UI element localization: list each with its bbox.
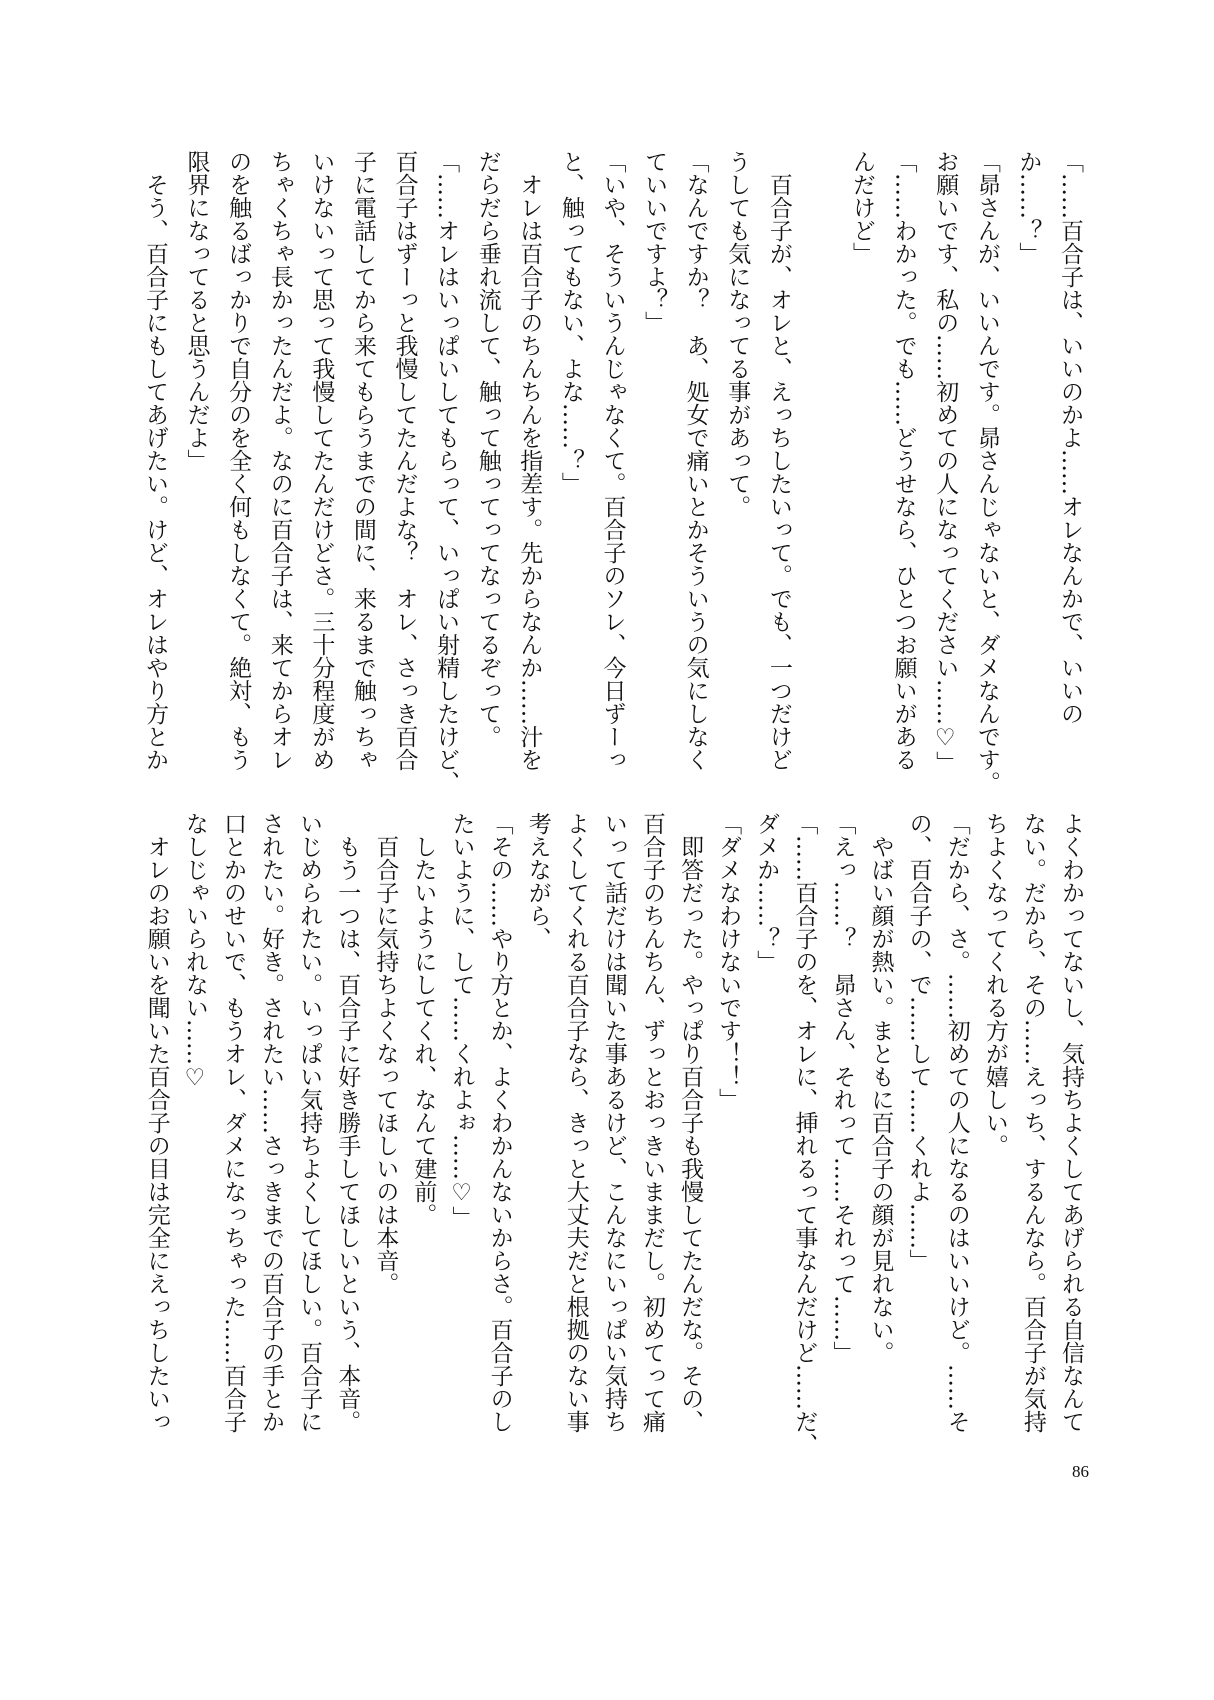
text-column: 「……わかった。でも……どうせなら、ひとつお願いがある — [890, 150, 917, 771]
text-column: の、百合子の、で……して……くれよ……」 — [905, 812, 932, 1272]
text-column: うしても気になってる事があって。 — [724, 150, 751, 518]
text-column: 百合子に気持ちよくなってほしいのは本音。 — [372, 812, 399, 1295]
text-column: お願いです、私の……初めての人になってください……♡」 — [932, 150, 959, 774]
text-column: 子に電話してから来てもらうまでの間に、来るまで触っちゃ — [349, 150, 376, 771]
text-column: んだけど」 — [849, 150, 876, 265]
text-column: 「昴さんが、いいんです。昴さんじゃないと、ダメなんです。 — [973, 150, 1000, 794]
text-column: 百合子のちんちん、ずっとおっきいままだし。初めてって痛 — [638, 812, 665, 1433]
text-column: いけないって思って我慢してたんだけどさ。三十分程度がめ — [308, 150, 335, 771]
text-column: 「えっ……？ 昴さん、それって……それって……」 — [829, 812, 856, 1364]
page-number: 86 — [1072, 1462, 1089, 1481]
text-column: よくしてくれる百合子なら、きっと大丈夫だと根拠のない事 — [562, 812, 589, 1433]
text-column: されたい。好き。されたい……さっきまでの百合子の手とか — [258, 812, 285, 1433]
text-column: 百合子が、オレと、えっちしたいって。でも、一つだけど — [765, 150, 792, 771]
text-column: 百合子はずーっと我慢してたんだよな？ オレ、さっき百合 — [391, 150, 418, 771]
text-column: したいようにしてくれ、なんて建前。 — [410, 812, 437, 1226]
text-column: 限界になってると思うんだよ」 — [183, 150, 210, 472]
text-column: 「……オレはいっぱいしてもらって、いっぱい射精したけど、 — [433, 150, 460, 794]
text-column: だらだら垂れ流して、触って触ってってなってるぞって。 — [474, 150, 501, 748]
text-column: やばい顔が熱い。まともに百合子の顔が見れない。 — [867, 812, 894, 1364]
text-column: そう、百合子にもしてあげたい。けど、オレはやり方とか — [141, 150, 168, 771]
lower-text-tier — [138, 812, 1090, 1462]
text-column: 「いや、そういうんじゃなくて。百合子のソレ、今日ずーっ — [599, 150, 626, 771]
text-column: 「ダメなわけないです！！」 — [715, 812, 742, 1111]
text-column: いって話だけは聞いた事あるけど、こんなにいっぱい気持ち — [600, 812, 627, 1433]
upper-text-tier — [133, 150, 1090, 800]
text-column: 「なんですか？ あ、処女で痛いとかそういうの気にしなく — [682, 150, 709, 771]
text-column: オレは百合子のちんちんを指差す。先からなんか……汁を — [516, 150, 543, 771]
text-column: 口とかのせいで、もうオレ、ダメになっちゃった……百合子 — [219, 812, 246, 1433]
text-column: いじめられたい。いっぱい気持ちよくしてほしい。百合子に — [296, 812, 323, 1433]
text-column: よくわかってないし、気持ちよくしてあげられる自信なんて — [1058, 812, 1084, 1433]
text-column: か……？」 — [1015, 150, 1042, 265]
text-column: オレのお願いを聞いた百合子の目は完全にえっちしたいっ — [143, 812, 170, 1433]
text-column: のを触るばっかりで自分のを全く何もしなくて。絶対、もう — [225, 150, 252, 771]
text-column: と、触ってもない、よな……？」 — [557, 150, 584, 495]
text-column: 「……百合子は、いいのかよ……オレなんかで、いいの — [1057, 150, 1083, 725]
text-column: ない。だから、その……えっち、するんなら。百合子が気持 — [1019, 812, 1046, 1433]
text-column — [799, 150, 841, 800]
text-column: ていいですよ？」 — [641, 150, 668, 334]
text-column: たいように、して……くれよぉ……♡」 — [448, 812, 475, 1229]
text-column: 「……百合子のを、オレに、挿れるって事なんだけど……だ、 — [791, 812, 818, 1456]
text-column: なしじゃいられない……♡ — [181, 812, 208, 1091]
text-column: 即答だった。やっぱり百合子も我慢してたんだな。その、 — [677, 812, 704, 1433]
text-column: 考えながら、 — [524, 812, 551, 950]
text-column: ちゃくちゃ長かったんだよ。なのに百合子は、来てからオレ — [266, 150, 293, 771]
text-column: ダメか……？」 — [753, 812, 780, 973]
text-column: もう一つは、百合子に好き勝手してほしいという、本音。 — [334, 812, 361, 1433]
text-column: ちよくなってくれる方が嬉しい。 — [981, 812, 1008, 1157]
text-column: 「その……やり方とか、よくわかんないからさ。百合子のし — [486, 812, 513, 1433]
text-column: 「だから、さ。……初めての人になるのはいいけど。……そ — [943, 812, 970, 1433]
